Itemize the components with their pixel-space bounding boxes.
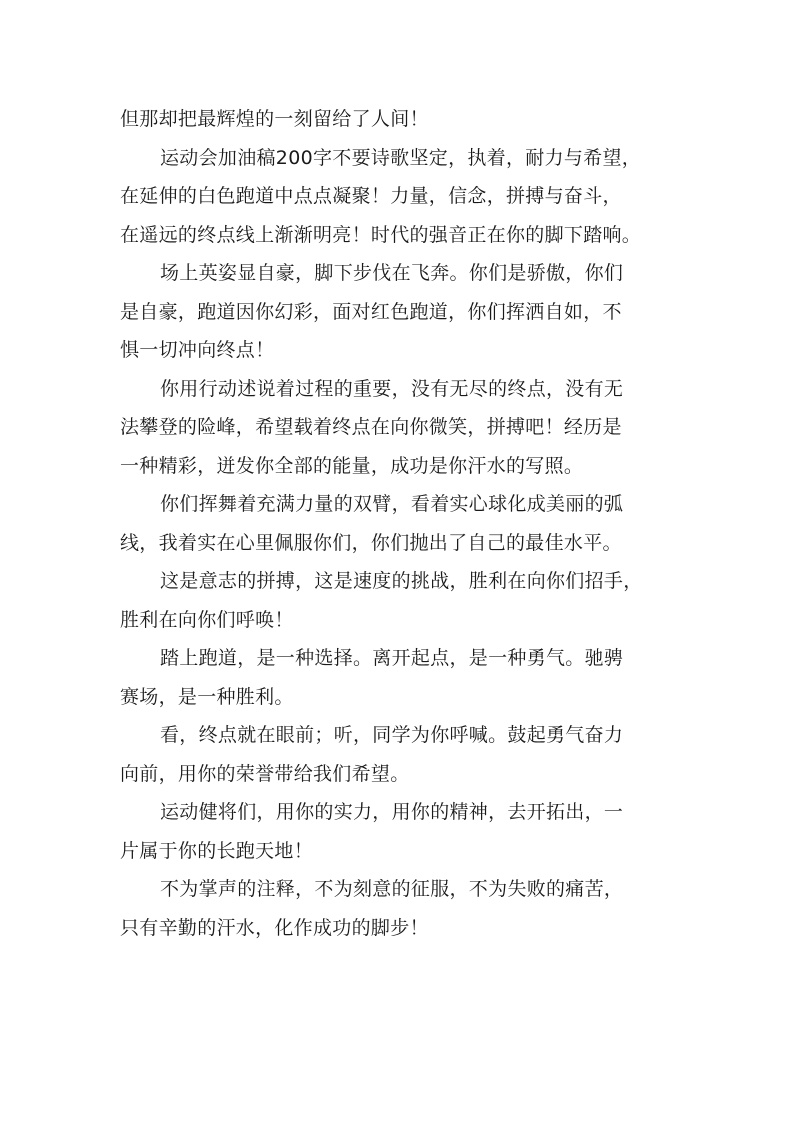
paragraph-first-line: 不为掌声的注释，不为刻意的征服，不为失败的痛苦，: [160, 878, 624, 900]
document-body: [120, 100, 690, 947]
text-line: 在遥远的终点线上渐渐明亮！时代的强音正在你的脚下踏响。: [120, 223, 642, 246]
text-line: 法攀登的险峰，希望载着终点在向你微笑，拼搏吧！经历是: [120, 416, 622, 438]
text-line: 线，我着实在心里佩服你们，你们抛出了自己的最佳水平。: [120, 531, 622, 554]
text-line: 只有辛勤的汗水，化作成功的脚步！: [120, 916, 429, 939]
text-line: 一种精彩，迸发你全部的能量，成功是你汗水的写照。: [120, 454, 584, 477]
paragraph-first-line: 这是意志的拼搏，这是速度的挑战，胜利在向你们招手，: [160, 570, 643, 592]
paragraph-first-line: 运动健将们，用你的实力，用你的精神，去开拓出，一: [160, 801, 624, 823]
paragraph-first-line: 你们挥舞着充满力量的双臂，看着实心球化成美丽的弧: [160, 493, 624, 515]
paragraph-first-line: 看，终点就在眼前；听，同学为你呼喊。鼓起勇气奋力: [160, 724, 624, 746]
paragraph-first-line: 场上英姿显自豪，脚下步伐在飞奔。你们是骄傲，你们: [160, 262, 624, 284]
paragraph-first-line: 运动会加油稿200字不要诗歌坚定，执着，耐力与希望，: [160, 146, 642, 169]
text-line: 向前，用你的荣誉带给我们希望。: [120, 762, 410, 785]
text-line: 但那却把最辉煌的一刻留给了人间！: [120, 108, 429, 130]
text-line: 是自豪，跑道因你幻彩，面对红色跑道，你们挥洒自如，不: [120, 300, 622, 323]
paragraph-first-line: 你用行动述说着过程的重要，没有无尽的终点，没有无: [160, 377, 624, 400]
text-line: 片属于你的长跑天地！: [120, 839, 314, 862]
text-line: 在延伸的白色跑道中点点凝聚！力量，信念，拼搏与奋斗，: [120, 185, 622, 207]
text-line: 赛场，是一种胜利。: [120, 685, 294, 708]
text-line: 惧一切冲向终点！: [120, 339, 275, 361]
text-line: 胜利在向你们呼唤！: [120, 608, 294, 631]
paragraph-first-line: 踏上跑道，是一种选择。离开起点，是一种勇气。驰骋: [160, 647, 624, 669]
